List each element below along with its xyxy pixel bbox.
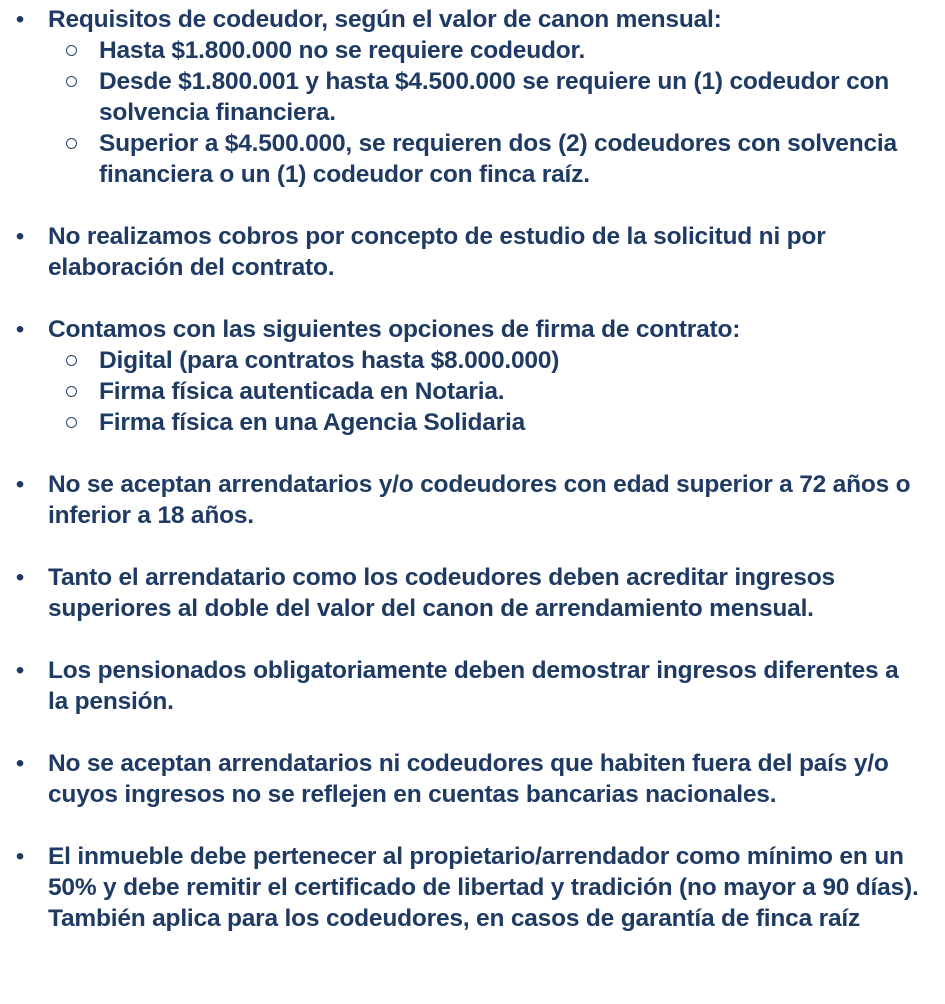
sub-list-item: [48, 407, 925, 438]
sub-list-item: [48, 128, 925, 190]
bullet-icon: •: [15, 564, 25, 591]
bullet-icon: •: [15, 750, 25, 777]
sub-list-item-text: Desde $1.800.001 y hasta $4.500.000 se requiere un (1) codeudor con solvencia financiera.: [99, 68, 890, 126]
sub-list-item: [48, 35, 925, 66]
hollow-circle-bullet-icon: [66, 138, 77, 149]
list-item-codeudor-requirements: [0, 4, 945, 190]
hollow-circle-bullet-icon: [66, 417, 77, 428]
sub-list: [48, 345, 925, 438]
list-item-income-requirement: [0, 562, 945, 624]
list-item-signing-options: [0, 314, 945, 438]
list-item-text: Requisitos de codeudor, según el valor de canon mensual:: [48, 6, 722, 33]
list-item-no-fees: [0, 221, 945, 283]
bullet-icon: •: [15, 223, 25, 250]
list-item-property-ownership: [0, 841, 945, 934]
list-item-text: No se aceptan arrendatarios y/o codeudores con edad superior a 72 años o inferior a 18 años.: [48, 471, 911, 529]
sub-list-item-text: Firma física autenticada en Notaria.: [99, 378, 505, 405]
list-item-text: No se aceptan arrendatarios ni codeudores que habiten fuera del país y/o cuyos ingresos no se reflejen en cuentas bancarias nacionales.: [48, 750, 889, 808]
sub-list-item: [48, 345, 925, 376]
list-item-text: Tanto el arrendatario como los codeudores deben acreditar ingresos superiores al doble del valor del canon de arrendamiento mensual.: [48, 564, 835, 622]
bullet-icon: •: [15, 6, 25, 33]
hollow-circle-bullet-icon: [66, 45, 77, 56]
list-item-text: El inmueble debe pertenecer al propietario/arrendador como mínimo en un 50% y debe remitir el certificado de libertad y tradición (no mayor a 90 días). También aplica para los codeudores, en casos de garantía de finca raíz: [48, 843, 939, 932]
list-item-text: No realizamos cobros por concepto de estudio de la solicitud ni por elaboración del contrato.: [48, 223, 826, 281]
sub-list: [48, 35, 925, 190]
sub-list-item-text: Hasta $1.800.000 no se requiere codeudor.: [99, 37, 586, 64]
sub-list-item-text: Digital (para contratos hasta $8.000.000): [99, 347, 560, 374]
sub-list-item: [48, 66, 925, 128]
list-item-age-limits: [0, 469, 945, 531]
bullet-icon: •: [15, 316, 25, 343]
sub-list-item-text: Firma física en una Agencia Solidaria: [99, 409, 526, 436]
hollow-circle-bullet-icon: [66, 386, 77, 397]
list-item-text: Contamos con las siguientes opciones de firma de contrato:: [48, 316, 741, 343]
bullet-icon: •: [15, 843, 25, 870]
hollow-circle-bullet-icon: [66, 355, 77, 366]
hollow-circle-bullet-icon: [66, 76, 77, 87]
list-item-pensioners: [0, 655, 945, 717]
list-item-residency: [0, 748, 945, 810]
sub-list-item: [48, 376, 925, 407]
bullet-icon: •: [15, 657, 25, 684]
list-item-text: Los pensionados obligatoriamente deben demostrar ingresos diferentes a la pensión.: [48, 657, 899, 715]
sub-list-item-text: Superior a $4.500.000, se requieren dos (2) codeudores con solvencia financiera o un (1) codeudor con finca raíz.: [99, 130, 897, 188]
bullet-icon: •: [15, 471, 25, 498]
